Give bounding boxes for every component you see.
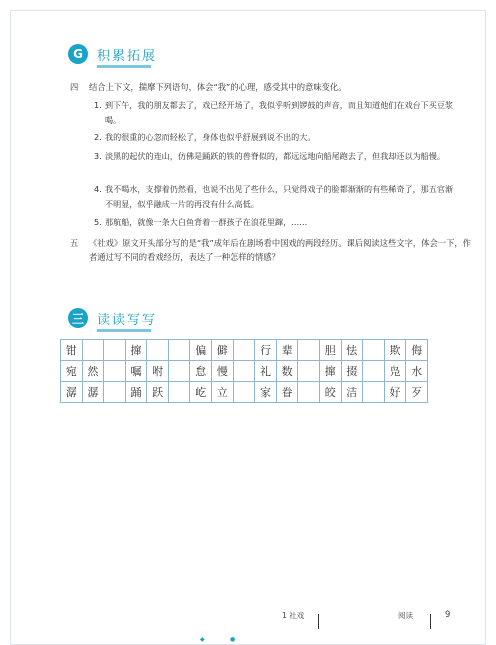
grid-cell: 慢 (212, 361, 234, 382)
vocabulary-grid (60, 339, 428, 403)
section-title: 积累拓展 (97, 45, 157, 64)
section-heading-read-write (68, 308, 157, 328)
grid-cell: 胆 (319, 340, 341, 361)
footer-divider (430, 614, 431, 629)
grid-cell (104, 340, 126, 361)
question-4 (70, 80, 490, 94)
question-text: 《社戏》原文开头部分写的是“我”成年后在剧场看中国戏的两段经历。课后阅读这些文字，体会一下，作者通过写不同的看戏经历，表达了一种怎样的情感？ (89, 238, 471, 262)
grid-cell: 潺 (61, 382, 83, 403)
grid-cell (298, 382, 320, 403)
grid-cell: 家 (255, 382, 277, 403)
grid-cell (168, 361, 190, 382)
grid-cell (233, 382, 255, 403)
item-text: 我的很重的心忽而轻松了，身体也似乎舒展到说不出的大。 (105, 132, 316, 142)
question-number: 五 (70, 238, 79, 248)
grid-cell: 歹 (406, 382, 428, 403)
grid-cell: 偏 (190, 340, 212, 361)
grid-cell: 礼 (255, 361, 277, 382)
grid-cell (104, 361, 126, 382)
grid-cell (233, 340, 255, 361)
grid-cell: 辈 (276, 340, 298, 361)
section-icon-g: G (68, 44, 88, 64)
question-number: 四 (70, 82, 79, 92)
grid-cell: 数 (276, 361, 298, 382)
item-number: 3. (94, 151, 102, 161)
table-row (61, 382, 428, 403)
item-text: 那航船，就像一条大白鱼背着一群孩子在浪花里蹿，…… (105, 217, 308, 227)
item-text: 我不喝水，支撑着仍然看，也说不出见了些什么，只觉得戏子的脸都渐渐的有些稀奇了，那五官渐不明显，似乎融成一片的再没有什么高低。 (105, 184, 454, 209)
grid-cell: 洁 (341, 382, 363, 403)
decorative-mark: ◆ (200, 636, 205, 643)
grid-cell (168, 340, 190, 361)
item-number: 2. (94, 132, 102, 142)
grid-cell: 钳 (61, 340, 83, 361)
grid-cell: 凫 (384, 361, 406, 382)
grid-cell (82, 340, 104, 361)
question-text: 结合上下文，揣摩下列语句，体会“我”的心理，感受其中的意味变化。 (89, 82, 347, 92)
grid-cell (363, 382, 385, 403)
grid-cell (168, 382, 190, 403)
item-text: 到下午，我的朋友都去了，戏已经开场了，我似乎听到锣鼓的声音，而且知道他们在戏台下买豆浆喝。 (105, 100, 454, 125)
grid-cell: 嘱 (125, 361, 147, 382)
grid-cell: 行 (255, 340, 277, 361)
footer-unit: 阅读 (398, 611, 413, 620)
footer-chapter: 1 社戏 (282, 611, 305, 620)
grid-cell: 欺 (384, 340, 406, 361)
grid-cell: 皎 (319, 382, 341, 403)
grid-cell: 然 (82, 361, 104, 382)
grid-cell: 撺 (125, 340, 147, 361)
page-number: 9 (445, 610, 451, 620)
grid-cell (363, 340, 385, 361)
grid-cell (363, 361, 385, 382)
grid-cell: 踊 (125, 382, 147, 403)
item-text: 淡黑的起伏的连山，仿佛是踊跃的铁的兽脊似的，都远远地向船尾跑去了，但我却还以为船慢。 (105, 151, 445, 161)
grid-cell (233, 361, 255, 382)
grid-cell: 跃 (147, 382, 169, 403)
grid-cell: 好 (384, 382, 406, 403)
table-row (61, 361, 428, 382)
table-row (61, 340, 428, 361)
grid-cell: 立 (212, 382, 234, 403)
grid-cell: 屹 (190, 382, 212, 403)
grid-cell: 潺 (82, 382, 104, 403)
grid-cell: 怠 (190, 361, 212, 382)
grid-cell (298, 361, 320, 382)
item-number: 5. (94, 217, 102, 227)
footer-divider (318, 614, 319, 629)
item-number: 4. (94, 184, 102, 194)
item-number: 1. (94, 100, 102, 110)
grid-cell: 掇 (341, 361, 363, 382)
grid-cell: 眷 (276, 382, 298, 403)
grid-cell: 咐 (147, 361, 169, 382)
grid-cell: 撺 (319, 361, 341, 382)
grid-cell: 水 (406, 361, 428, 382)
section-icon-lines: 三 (68, 308, 88, 328)
grid-cell (147, 340, 169, 361)
grid-cell: 宛 (61, 361, 83, 382)
grid-cell: 僻 (212, 340, 234, 361)
grid-cell: 怯 (341, 340, 363, 361)
grid-cell (298, 340, 320, 361)
grid-cell (104, 382, 126, 403)
section-title: 读读写写 (97, 309, 157, 328)
section-heading-accumulate (68, 44, 157, 64)
question-5 (70, 236, 490, 282)
grid-cell: 侮 (406, 340, 428, 361)
decorative-mark: ● (230, 636, 236, 643)
